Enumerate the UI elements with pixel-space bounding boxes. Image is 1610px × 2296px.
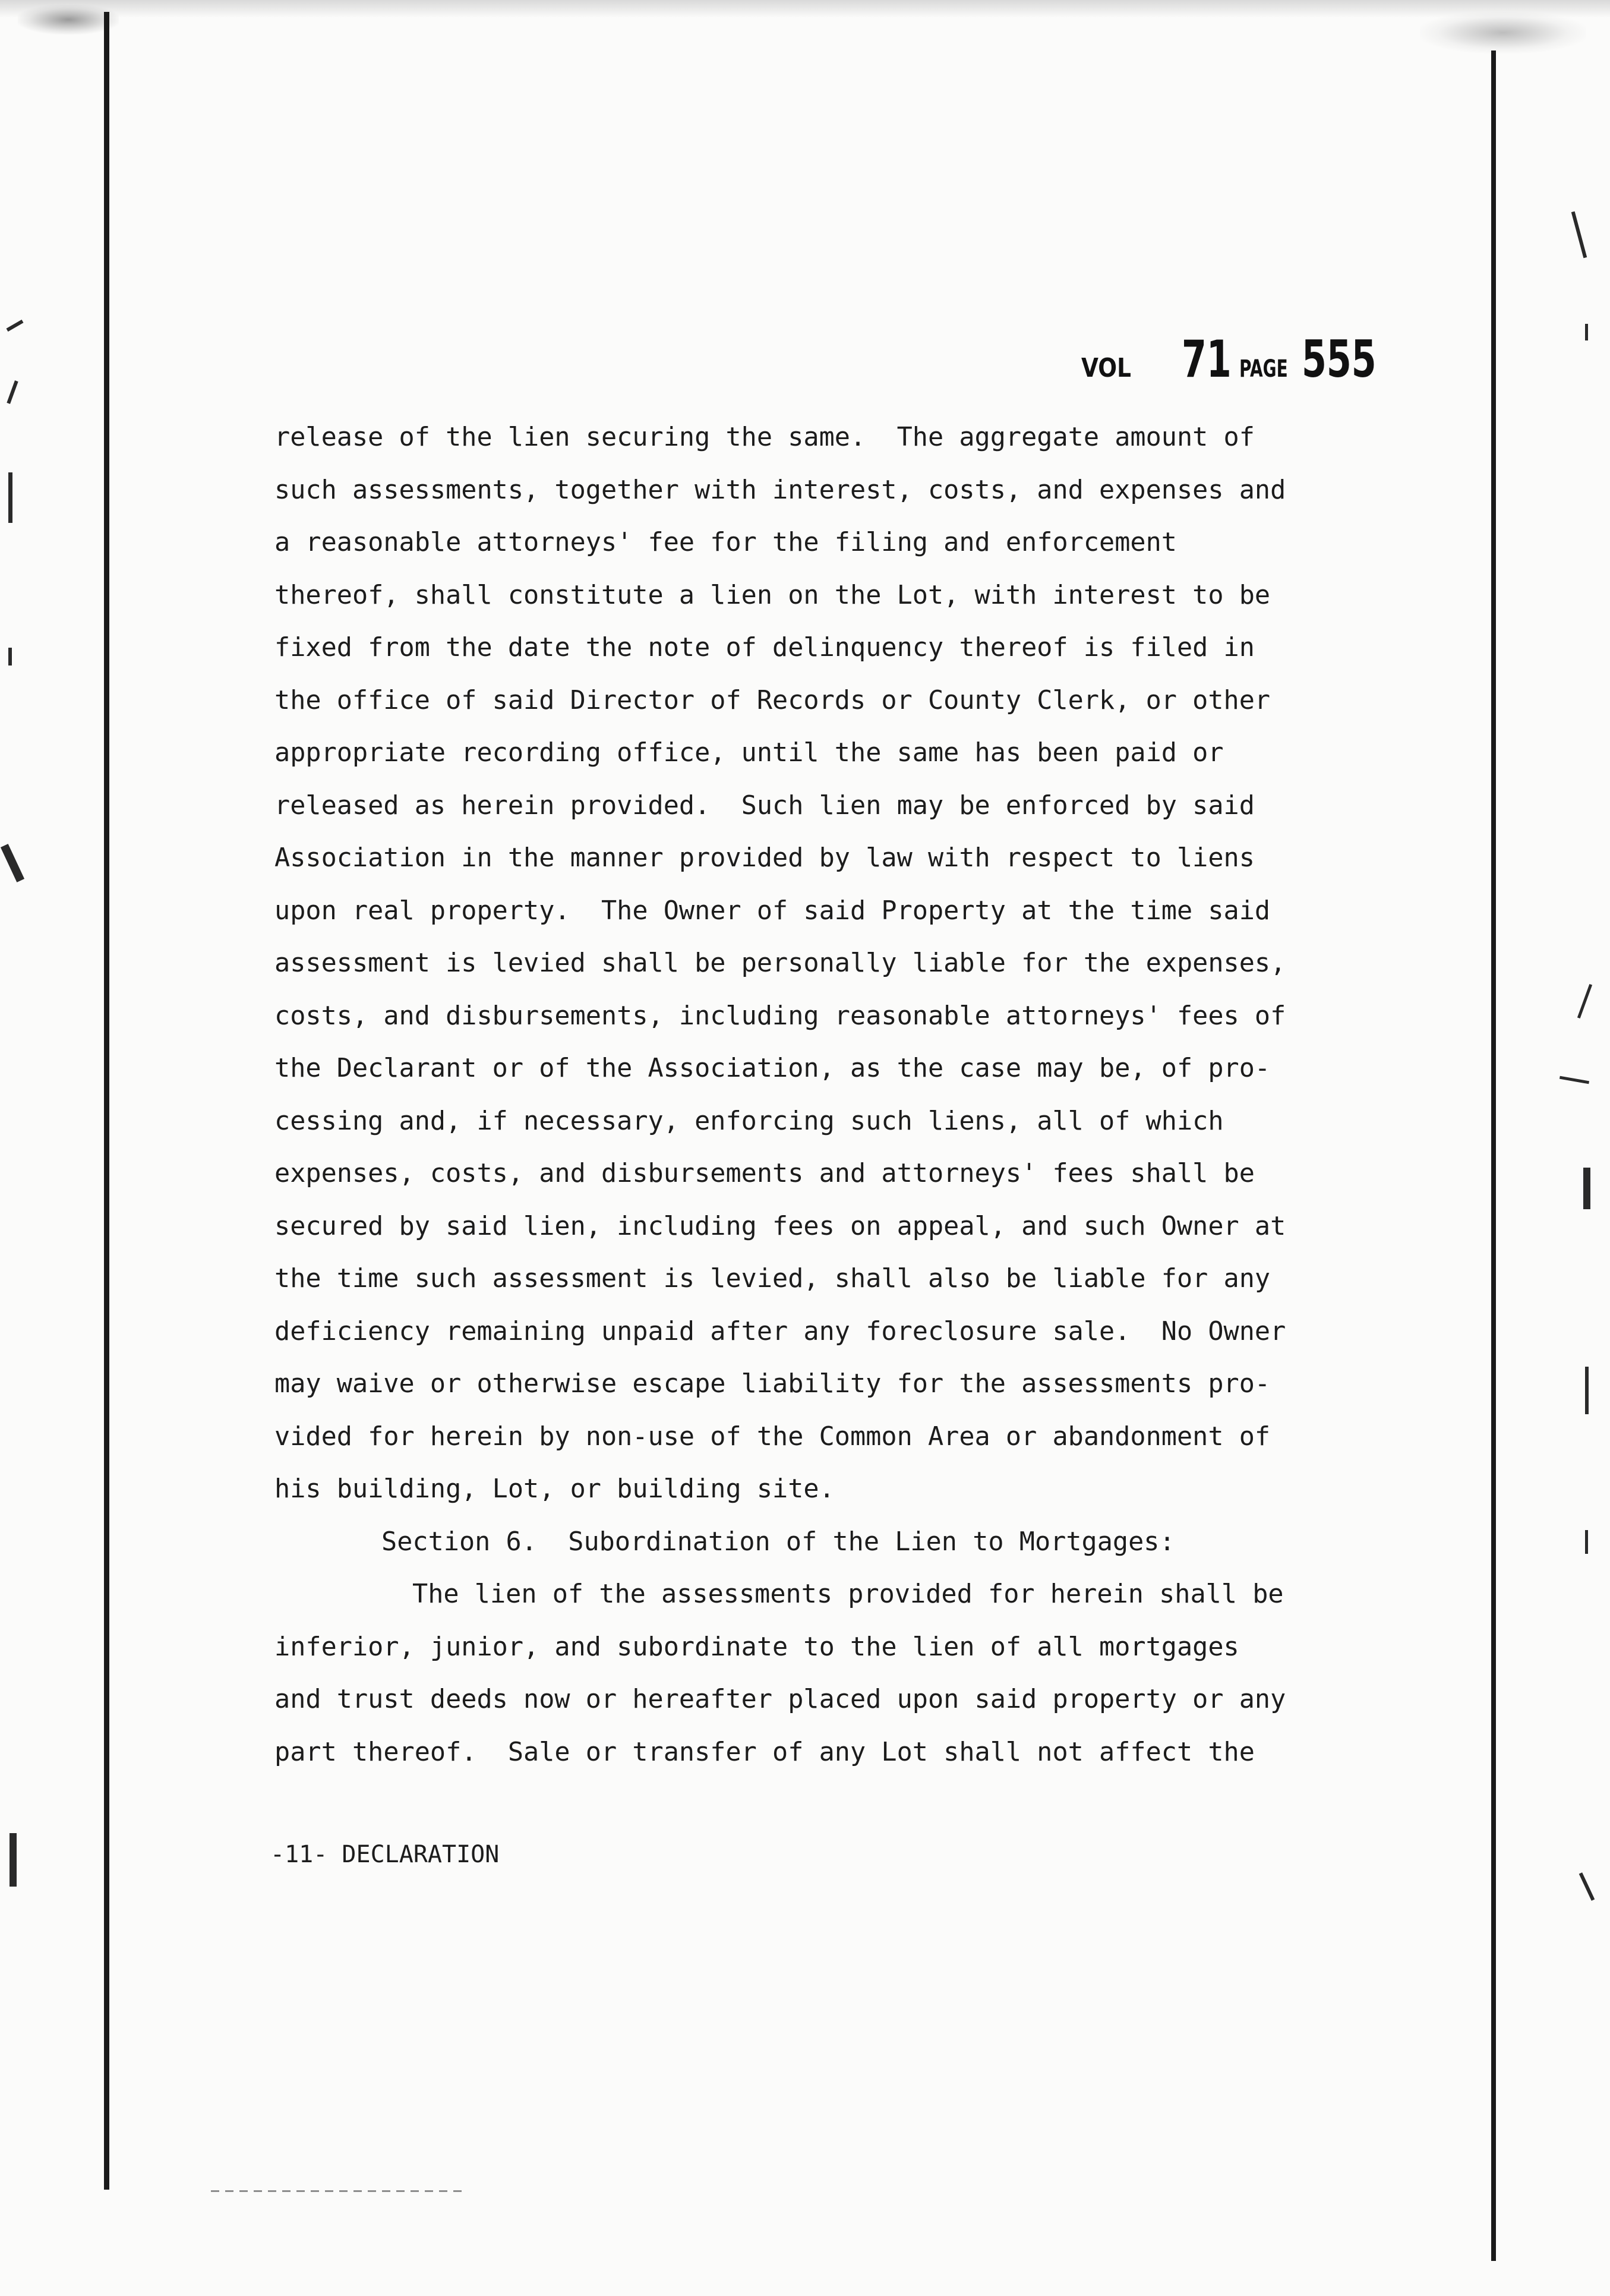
body-line: a reasonable attorneys' fee for the filing and enforcement xyxy=(274,528,1177,557)
body-line: cessing and, if necessary, enforcing such liens, all of which xyxy=(274,1106,1224,1136)
body-line: secured by said lien, including fees on appeal, and such Owner at xyxy=(274,1211,1286,1241)
section-line: inferior, junior, and subordinate to the lien of all mortgages xyxy=(274,1632,1239,1662)
scan-mark xyxy=(1577,984,1592,1018)
page-number: 555 xyxy=(1302,330,1377,389)
body-line: upon real property. The Owner of said Property at the time said xyxy=(274,895,1271,926)
body-line: the Declarant or of the Association, as the case may be, of pro- xyxy=(274,1054,1271,1083)
section-line: and trust deeds now or hereafter placed upon said property or any xyxy=(274,1685,1286,1714)
vol-number: 71 xyxy=(1181,330,1232,389)
scan-mark xyxy=(1585,1367,1589,1414)
right-margin-rule xyxy=(1491,51,1496,2261)
section-line: The lien of the assessments provided for herein shall be xyxy=(412,1579,1284,1609)
body-line: deficiency remaining unpaid after any foreclosure sale. No Owner xyxy=(274,1316,1286,1346)
scan-mark xyxy=(7,320,24,332)
section-line: part thereof. Sale or transfer of any Lot shall not affect the xyxy=(274,1737,1255,1767)
scan-mark xyxy=(1585,1530,1588,1554)
scan-mark xyxy=(1583,1168,1590,1209)
scan-bottom-dash xyxy=(211,2190,466,2192)
scan-corner-smudge-right xyxy=(1420,12,1586,53)
left-margin-rule xyxy=(104,12,109,2190)
body-line: the office of said Director of Records or County Clerk, or other xyxy=(274,685,1271,715)
section-heading: Section 6. Subordination of the Lien to Mortgages: xyxy=(381,1527,1175,1557)
scan-mark xyxy=(10,1833,17,1887)
body-line: expenses, costs, and disbursements and attorneys' fees shall be xyxy=(274,1159,1255,1188)
declaration-body xyxy=(274,411,1362,1778)
body-line: his building, Lot, or building site. xyxy=(274,1474,835,1504)
scan-mark xyxy=(7,380,18,404)
body-line: the time such assessment is levied, shall also be liable for any xyxy=(274,1264,1271,1294)
body-line: Association in the manner provided by law with respect to liens xyxy=(274,843,1255,873)
body-line: fixed from the date the note of delinquency thereof is filed in xyxy=(274,633,1255,663)
vol-label: VOL xyxy=(1081,353,1131,383)
body-line: release of the lien securing the same. The aggregate amount of xyxy=(274,422,1255,452)
body-line: thereof, shall constitute a lien on the Lot, with interest to be xyxy=(274,580,1271,610)
body-line: assessment is levied shall be personally liable for the expenses, xyxy=(274,948,1286,978)
page-label: PAGE xyxy=(1239,355,1289,383)
scan-mark xyxy=(8,648,12,666)
scan-mark xyxy=(8,472,12,523)
body-line: such assessments, together with interest, costs, and expenses and xyxy=(274,475,1286,505)
scan-mark xyxy=(1585,324,1588,340)
body-line: released as herein provided. Such lien may be enforced by said xyxy=(274,790,1255,821)
body-line: appropriate recording office, until the same has been paid or xyxy=(274,738,1224,768)
body-line: costs, and disbursements, including reasonable attorneys' fees of xyxy=(274,1001,1286,1031)
page-footer: -11- DECLARATION xyxy=(270,1841,500,1868)
scan-mark xyxy=(1571,212,1587,258)
scan-mark xyxy=(1,844,24,882)
body-line: may waive or otherwise escape liability for the assessments pro- xyxy=(274,1369,1271,1399)
scan-top-edge xyxy=(0,0,1610,18)
body-line: vided for herein by non-use of the Common Area or abandonment of xyxy=(274,1421,1271,1452)
page-reference xyxy=(1081,330,1409,401)
scan-mark xyxy=(1579,1872,1595,1901)
scan-mark xyxy=(1560,1076,1589,1084)
